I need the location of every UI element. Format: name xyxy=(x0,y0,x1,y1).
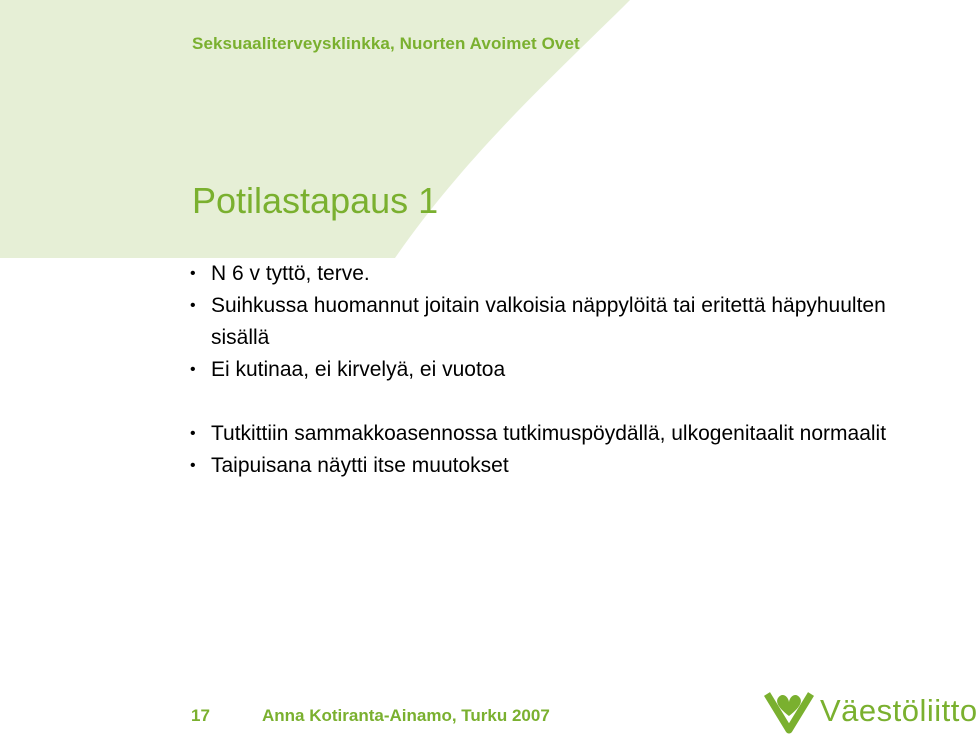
bullet-item: • Suihkussa huomannut joitain valkoisia näppylöitä tai eritettä häpyhuulten sisällä xyxy=(190,290,930,354)
footer-author: Anna Kotiranta-Ainamo, Turku 2007 xyxy=(262,706,550,725)
slide-title: Potilastapaus 1 xyxy=(192,180,439,221)
heart-leaf-icon xyxy=(764,690,814,736)
bullet-item: • Ei kutinaa, ei kirvelyä, ei vuotoa xyxy=(190,354,930,386)
bullet-item: • Tutkittiin sammakkoasennossa tutkimuspöydällä, ulkogenitaalit normaalit xyxy=(190,418,930,450)
bullet-list xyxy=(190,258,930,482)
page-number: 17 xyxy=(191,706,210,725)
logo-text: Väestöliitto xyxy=(820,693,978,728)
bullet-item: • N 6 v tyttö, terve. xyxy=(190,258,930,290)
bullet-item: • Taipuisana näytti itse muutokset xyxy=(190,450,930,482)
slide-header: Seksuaaliterveysklinkka, Nuorten Avoimet Ovet xyxy=(192,34,580,53)
vaestoliitto-logo xyxy=(764,690,978,736)
